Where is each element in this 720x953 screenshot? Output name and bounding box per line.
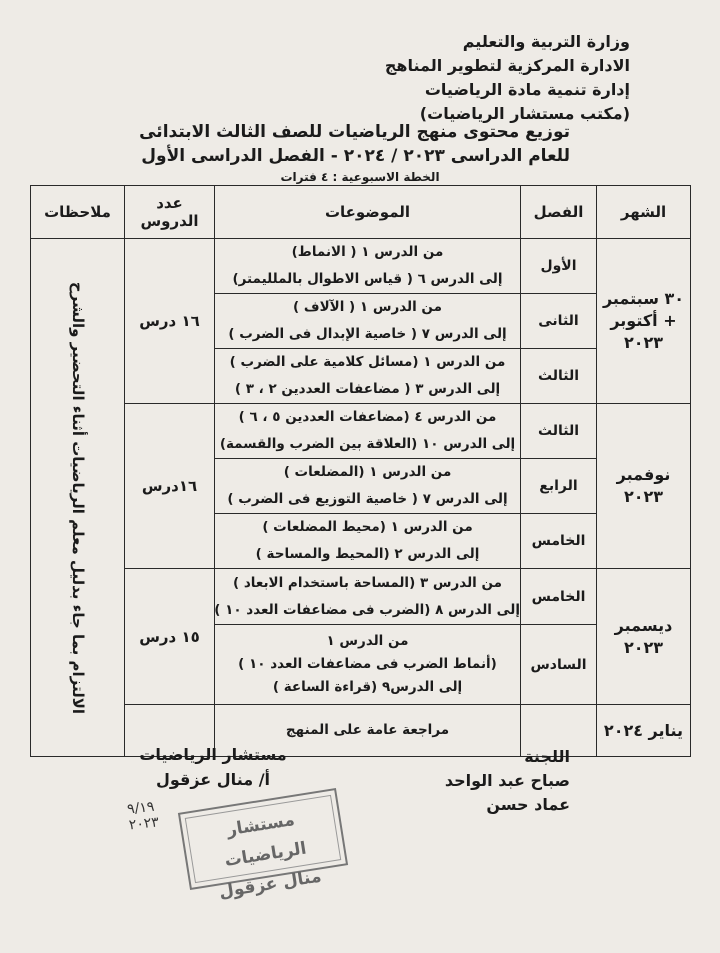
committee-block (410, 745, 570, 817)
committee-member: صباح عبد الواحد (444, 771, 570, 790)
topic-cell: من الدرس ١ (مسائل كلامية على الضرب ) إلى الدرس ٣ ( مضاعفات العددين ٢ ، ٣ ) (215, 349, 521, 404)
term-cell: الرابع (521, 459, 597, 514)
lesson-count: ١٦ درس (125, 239, 215, 404)
month-cell: يناير ٢٠٢٤ (597, 705, 691, 757)
notes-cell (31, 239, 125, 757)
lesson-count: ١٥ درس (125, 569, 215, 705)
header-notes: ملاحظات (31, 186, 125, 239)
term-cell: الثالث (521, 404, 597, 459)
department-name: إدارة تنمية مادة الرياضيات (424, 80, 630, 99)
month-cell: نوفمبر ٢٠٢٣ (597, 404, 691, 569)
lesson-count: ١٦درس (125, 404, 215, 569)
term-cell: الخامس (521, 569, 597, 625)
term-cell: الخامس (521, 514, 597, 569)
header-term: الفصل (521, 186, 597, 239)
topic-cell: من الدرس ١ (أنماط الضرب فى مضاعفات العدد ١٠ ) إلى الدرس٩ (قراءة الساعة ) (215, 625, 521, 705)
topic-cell: من الدرس ١ ( الانماط) إلى الدرس ٦ ( قياس الاطوال بالملليمتر) (215, 239, 521, 294)
review-cell: مراجعة عامة على المنهج (215, 705, 521, 757)
month-cell: ٣٠ سبتمبر + أكتوبر ٢٠٢٣ (597, 239, 691, 404)
committee-title: اللجنة (524, 747, 570, 766)
term-cell: الأول (521, 239, 597, 294)
header-month: الشهر (597, 186, 691, 239)
topic-cell: من الدرس ٤ (مضاعفات العددين ٥ ، ٦ ) إلى الدرس ١٠ (العلاقة بين الضرب والقسمة) (215, 404, 521, 459)
handwritten-date: ٩/١٩ ٢٠٢٣ (126, 798, 160, 834)
weekly-plan: الخطة الاسبوعية : ٤ فترات (280, 170, 440, 184)
header-block (250, 30, 630, 126)
advisor-title: مستشار الرياضيات (139, 745, 287, 764)
advisor-name: أ/ منال عزقول (155, 770, 271, 789)
term-cell: الثانى (521, 294, 597, 349)
header-topics: الموضوعات (215, 186, 521, 239)
doc-subtitle: للعام الدراسى ٢٠٢٣ / ٢٠٢٤ - الفصل الدراسى الأول (141, 146, 570, 166)
notes-text: الالتزام بما جاء بدليل معلم الرياضيات أثناء التحضير والشرح (68, 281, 87, 714)
table-row (31, 404, 691, 459)
month-cell: ديسمبر ٢٠٢٣ (597, 569, 691, 705)
topic-cell: من الدرس ١ (محيط المضلعات ) إلى الدرس ٢ (المحيط والمساحة ) (215, 514, 521, 569)
header-count: عدد الدروس (125, 186, 215, 239)
admin-name: الادارة المركزية لتطوير المناهج (384, 56, 630, 75)
committee-member: عماد حسن (486, 795, 570, 814)
table-row (31, 569, 691, 625)
table-header-row (31, 186, 691, 239)
topic-cell: من الدرس ٣ (المساحة باستخدام الابعاد ) إلى الدرس ٨ (الضرب فى مضاعفات العدد ١٠ ) (215, 569, 521, 625)
term-cell: السادس (521, 625, 597, 705)
ministry-name: وزارة التربية والتعليم (462, 32, 630, 51)
advisor-block (118, 742, 308, 792)
official-stamp: مستشار الرياضيات منال عزقول (178, 788, 348, 890)
office-name: (مكتب مستشار الرياضيات) (419, 104, 630, 123)
topic-cell: من الدرس ١ ( الآلاف ) إلى الدرس ٧ ( خاصية الإبدال فى الضرب ) (215, 294, 521, 349)
curriculum-table (30, 185, 691, 757)
topic-cell: من الدرس ١ (المضلعات ) إلى الدرس ٧ ( خاصية التوزيع فى الضرب ) (215, 459, 521, 514)
term-cell: الثالث (521, 349, 597, 404)
doc-title: توزيع محتوى منهج الرياضيات للصف الثالث الابتدائى (139, 122, 570, 142)
table-row (31, 239, 691, 294)
